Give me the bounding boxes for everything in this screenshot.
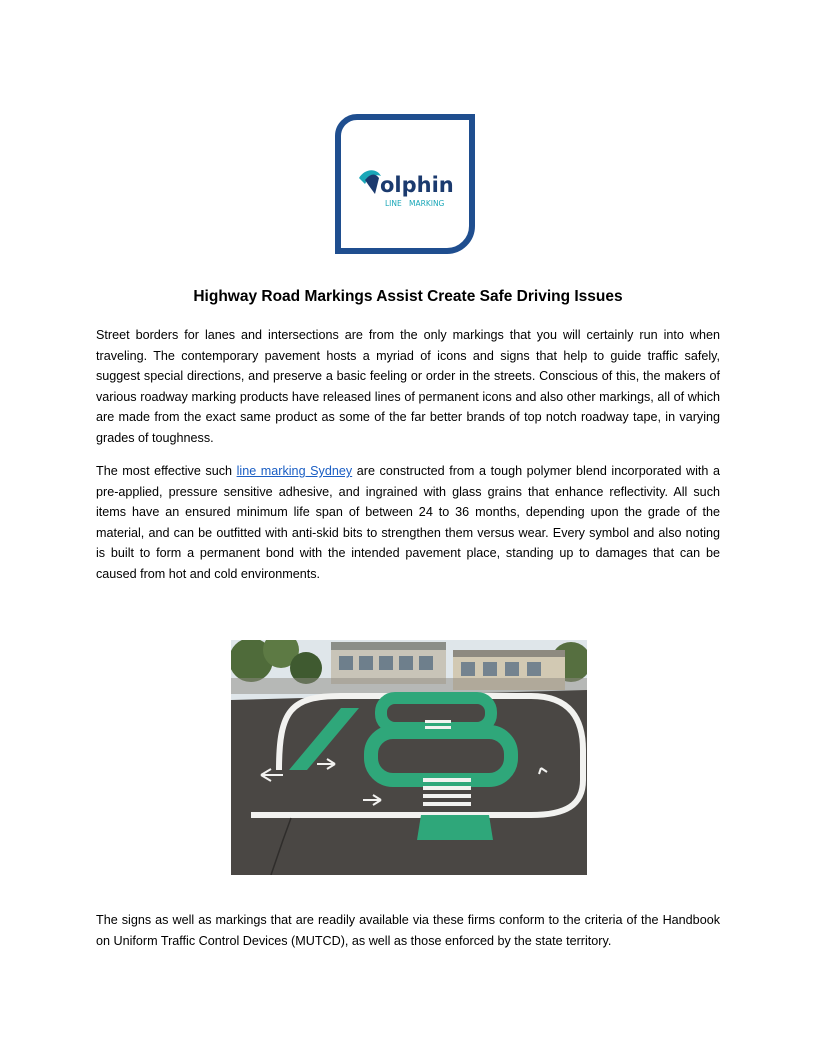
company-logo [335, 114, 475, 254]
paragraph-2-before: The most effective such [96, 464, 237, 478]
photo-graphic [231, 640, 587, 875]
line-marking-link[interactable]: line marking Sydney [236, 464, 353, 478]
logo-graphic [335, 114, 475, 254]
line-marking-photo [231, 640, 587, 875]
paragraph-3: The signs as well as markings that are readily available via these firms conform to the criteria of the Handbook on Uniform Traffic Control Devices (MUTCD), as well as those enforced by the state territory. [96, 913, 720, 948]
paragraph-1: Street borders for lanes and intersections are from the only markings that you will certainly run into when traveling. The contemporary pavement hosts a myriad of icons and signs that help to guide traffic safely, suggest special directions, and preserve a basic feeling or order in the streets. Conscious of this, the makers of various roadway marking products have released lines of permanent icons and also other markings, all of which are made from the exact same product as some of the far better brands of top notch roadway tape, in varying grades of toughness. [96, 328, 720, 445]
logo-sub-right: MARKING [409, 199, 445, 208]
logo-brand-word: olphin [380, 173, 454, 197]
article-title: Highway Road Markings Assist Create Safe Driving Issues [193, 288, 623, 305]
paragraph-2 [96, 461, 720, 585]
paragraph-2-after: are constructed from a tough polymer blend incorporated with a pre-applied, pressure sensitive adhesive, and ingrained with glass grains that enhance reflectivity. All such items have an ensured minimum life span of between 24 to 36 months, depending upon the grade of the material, and can be outfitted with anti-skid bits to strengthen them versus wear. Every symbol and also noting is built to form a permanent bond with the intended pavement place, standing up to damages that can be caused from hot and cold environments. [96, 464, 721, 581]
logo-sub-left: LINE [385, 199, 402, 208]
